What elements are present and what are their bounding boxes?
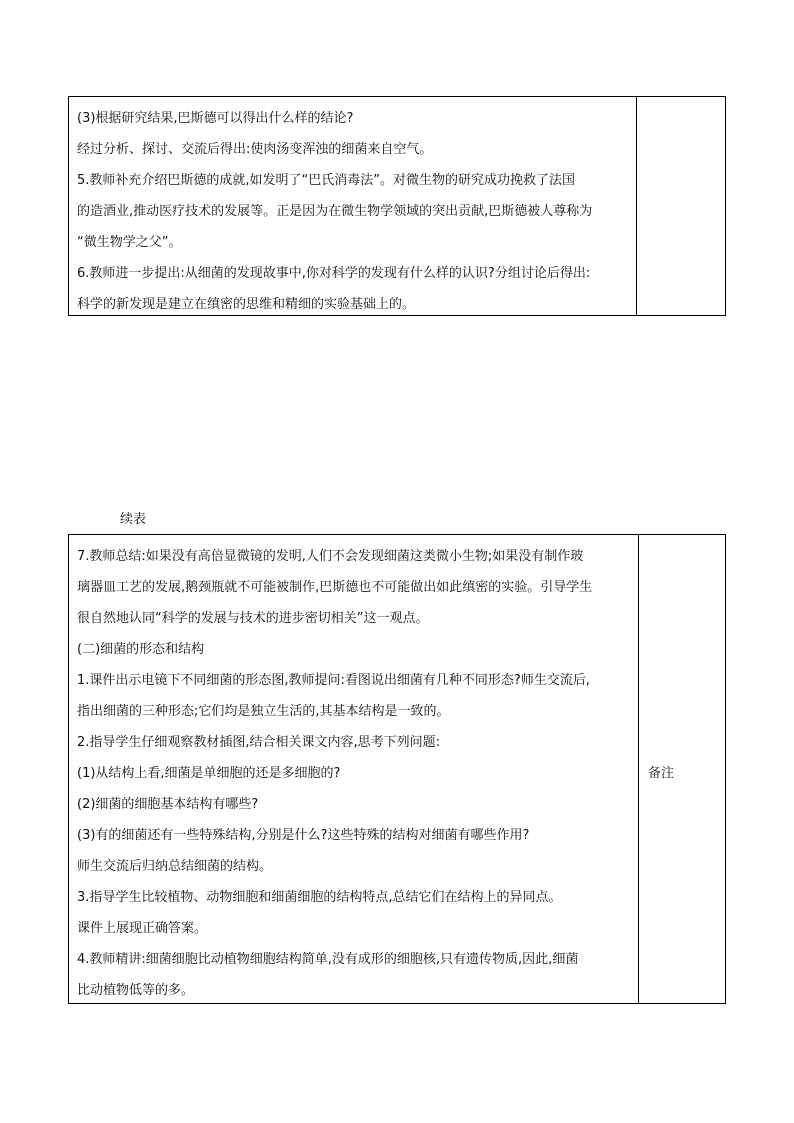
text-line: 课件上展现正确答案。 (77, 921, 208, 936)
continued-table-label: 续表 (120, 512, 147, 527)
remark-cell (637, 97, 725, 315)
lesson-content-cell (69, 535, 639, 1003)
text-line: 3.指导学生比较植物、动物细胞和细菌细胞的结构特点,总结它们在结构上的异同点。 (77, 890, 562, 905)
text-line: 1.课件出示电镜下不同细菌的形态图,教师提问:看图说出细菌有几种不同形态?师生交流后, (77, 673, 590, 688)
text-line: 指出细菌的三种形态;它们均是独立生活的,其基本结构是一致的。 (77, 704, 450, 719)
lesson-table-part1 (68, 96, 726, 316)
text-line: “微生物学之父”。 (77, 235, 182, 250)
text-line: 经过分析、探讨、交流后得出:使肉汤变浑浊的细菌来自空气。 (77, 142, 433, 157)
text-line: 师生交流后归纳总结细菌的结构。 (77, 859, 273, 874)
text-line: 很自然地认同“科学的发展与技术的进步密切相关”这一观点。 (77, 611, 429, 626)
lesson-table-part2 (68, 534, 726, 1004)
text-line: 4.教师精讲:细菌细胞比动植物细胞结构简单,没有成形的细胞核,只有遗传物质,因此,细菌 (77, 952, 579, 967)
text-line: 5.教师补充介绍巴斯德的成就,如发明了“巴氏消毒法”。对微生物的研究成功挽救了法国 (77, 173, 576, 188)
text-line: 6.教师进一步提出:从细菌的发现故事中,你对科学的发现有什么样的认识?分组讨论后得出: (77, 266, 591, 281)
text-line: 2.指导学生仔细观察教材插图,结合相关课文内容,思考下列问题: (77, 735, 441, 750)
question-line: (2)细菌的细胞基本结构有哪些? (77, 797, 259, 812)
text-line: 的造酒业,推动医疗技术的发展等。正是因为在微生物学领域的突出贡献,巴斯德被人尊称为 (77, 204, 593, 219)
section-heading: (二)细菌的形态和结构 (77, 642, 205, 657)
text-line: 7.教师总结:如果没有高倍显微镜的发明,人们不会发现细菌这类微小生物;如果没有制作玻 (77, 549, 584, 564)
text-line: 比动植物低等的多。 (77, 983, 195, 998)
remark-cell (639, 535, 725, 1003)
text-line: 璃器皿工艺的发展,鹅颈瓶就不可能被制作,巴斯德也不可能做出如此缜密的实验。引导学生 (77, 580, 593, 595)
remark-label: 备注 (648, 766, 675, 781)
text-line: 科学的新发现是建立在缜密的思维和精细的实验基础上的。 (77, 297, 416, 312)
lesson-content-cell (69, 97, 637, 315)
question-line: (3)有的细菌还有一些特殊结构,分别是什么?这些特殊的结构对细菌有哪些作用? (77, 828, 530, 843)
question-line: (1)从结构上看,细菌是单细胞的还是多细胞的? (77, 766, 341, 781)
text-line: (3)根据研究结果,巴斯德可以得出什么样的结论? (77, 111, 354, 126)
